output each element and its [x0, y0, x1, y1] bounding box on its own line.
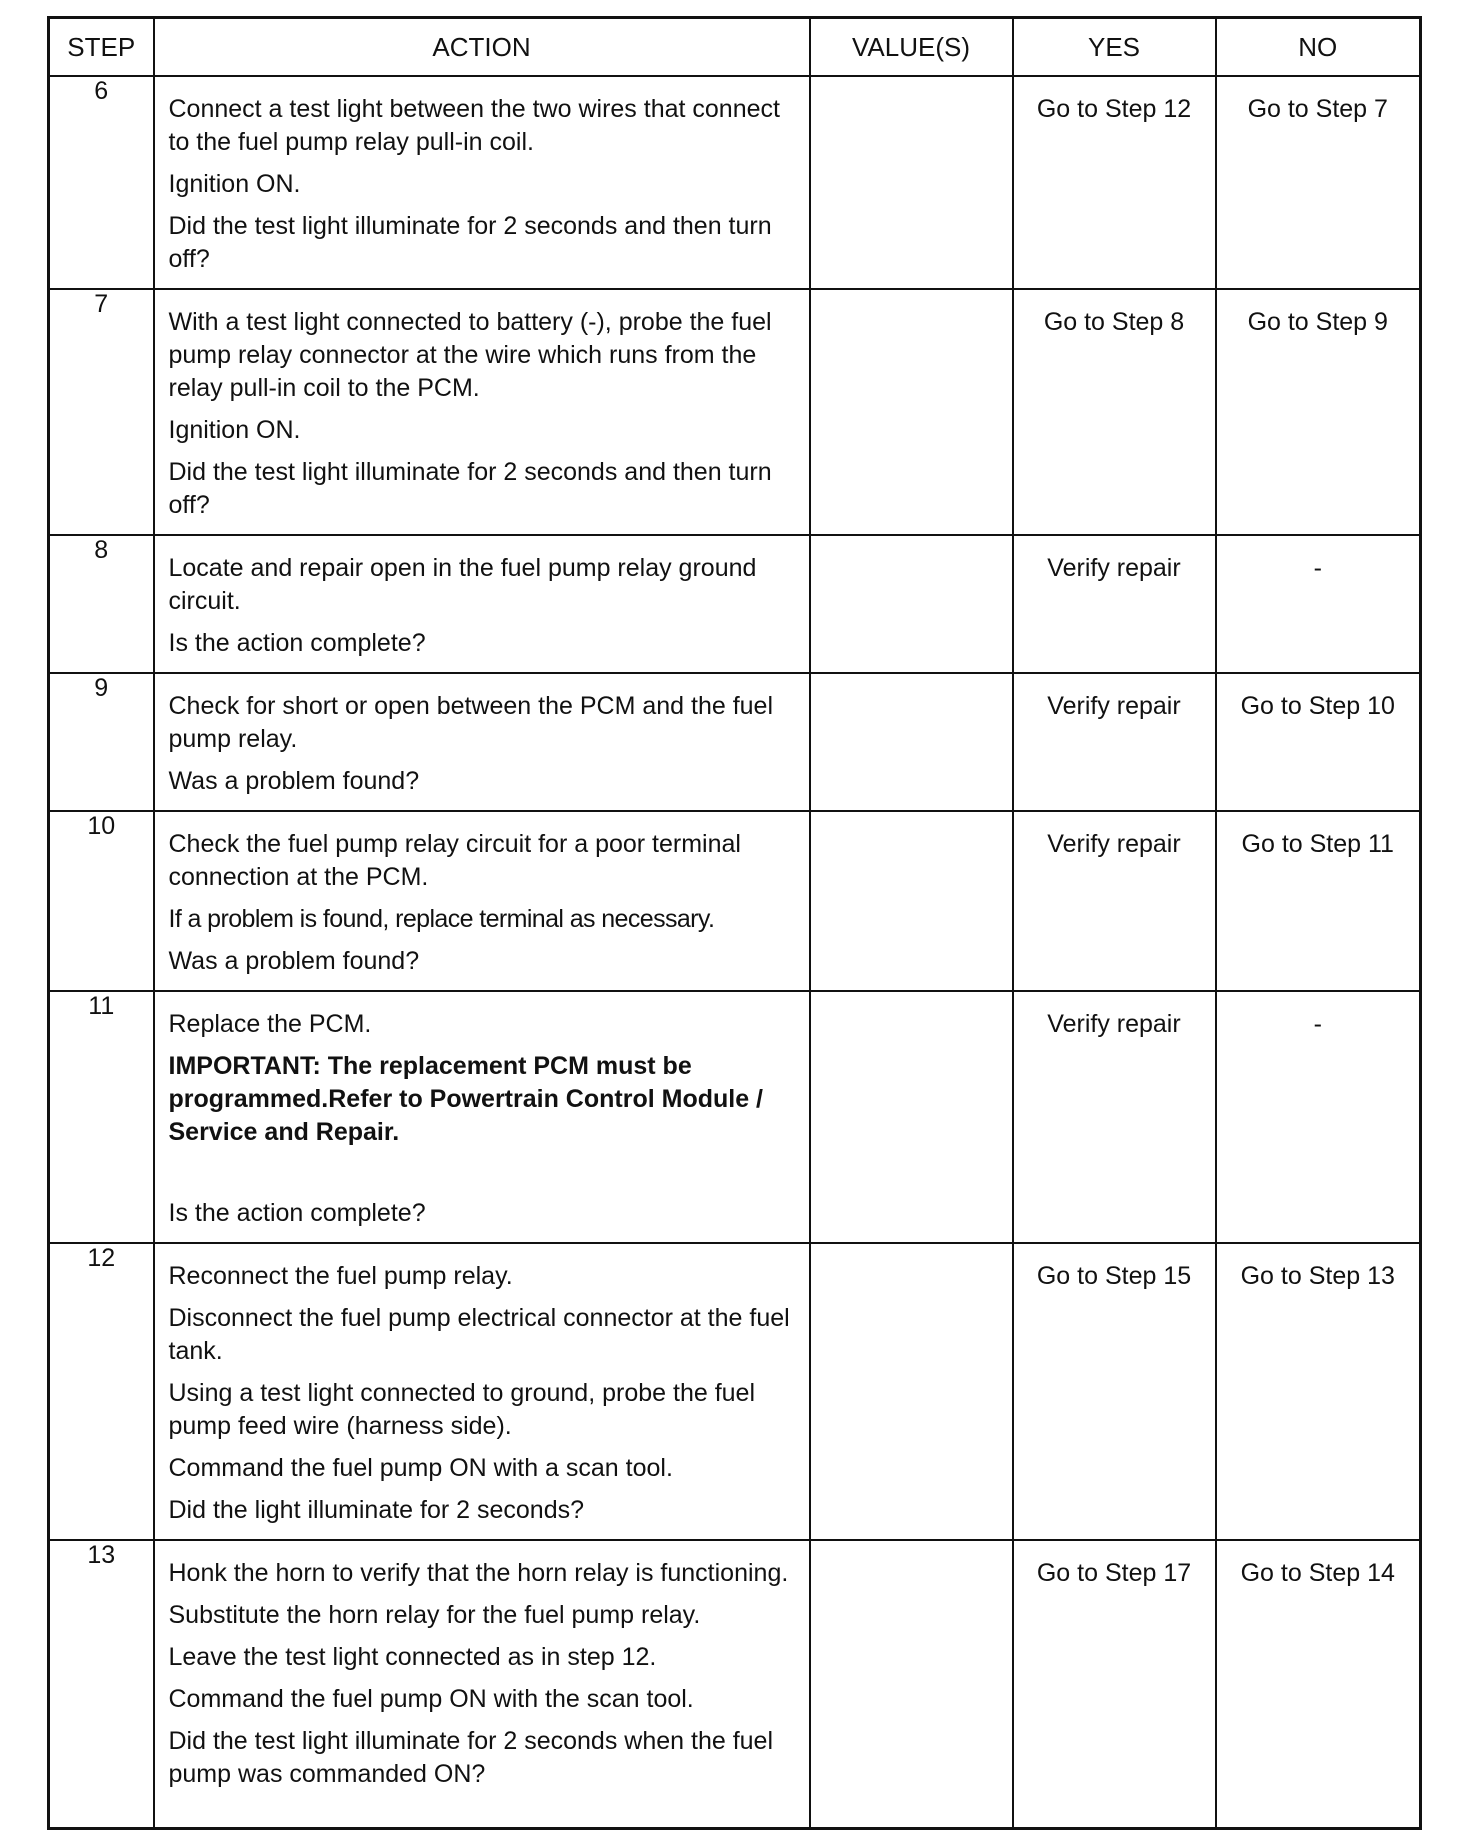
action-line: Did the light illuminate for 2 seconds? — [168, 1496, 585, 1524]
action-line: Using a test light connected to ground, probe the fuel pump feed wire (harness side). — [168, 1379, 755, 1440]
table-row-step-8 — [49, 535, 1421, 673]
action-line: Was a problem found? — [168, 767, 420, 795]
step-number: 9 — [49, 673, 154, 811]
action-line: Is the action complete? — [168, 629, 426, 657]
action-line: Command the fuel pump ON with a scan tool. — [168, 1454, 673, 1482]
diagnostic-table-sheet — [47, 16, 1419, 1830]
step-number: 12 — [49, 1243, 154, 1540]
yes-cell: Verify repair — [1013, 673, 1216, 811]
action-cell — [154, 673, 810, 811]
yes-cell: Go to Step 17 — [1013, 1540, 1216, 1828]
action-line: Locate and repair open in the fuel pump relay ground circuit. — [168, 554, 757, 615]
header-row — [49, 18, 1421, 77]
value-cell — [810, 289, 1013, 535]
action-line: Did the test light illuminate for 2 seconds and then turn off? — [168, 458, 772, 519]
table-row-step-10 — [49, 811, 1421, 991]
value-cell — [810, 673, 1013, 811]
action-line: Command the fuel pump ON with the scan tool. — [168, 1685, 694, 1713]
action-line: Replace the PCM. — [168, 1010, 372, 1038]
action-line: Check for short or open between the PCM and the fuel pump relay. — [168, 692, 774, 753]
header-values: VALUE(S) — [810, 18, 1013, 77]
action-cell — [154, 1540, 810, 1828]
action-line: Is the action complete? — [168, 1199, 426, 1227]
action-cell — [154, 289, 810, 535]
step-number: 13 — [49, 1540, 154, 1828]
no-cell: Go to Step 10 — [1216, 673, 1421, 811]
header-yes: YES — [1013, 18, 1216, 77]
action-cell — [154, 811, 810, 991]
yes-cell: Go to Step 8 — [1013, 289, 1216, 535]
action-cell — [154, 991, 810, 1243]
action-line: Did the test light illuminate for 2 seconds when the fuel pump was commanded ON? — [168, 1727, 774, 1788]
header-step: STEP — [49, 18, 154, 77]
step-number: 7 — [49, 289, 154, 535]
no-cell: - — [1216, 991, 1421, 1243]
action-line: Reconnect the fuel pump relay. — [168, 1262, 513, 1290]
action-line: Check the fuel pump relay circuit for a poor terminal connection at the PCM. — [168, 830, 741, 891]
action-line: Was a problem found? — [168, 947, 420, 975]
action-line: Disconnect the fuel pump electrical connector at the fuel tank. — [168, 1304, 790, 1365]
no-cell: Go to Step 14 — [1216, 1540, 1421, 1828]
no-cell: Go to Step 13 — [1216, 1243, 1421, 1540]
value-cell — [810, 991, 1013, 1243]
table-row-step-11 — [49, 991, 1421, 1243]
action-line: Ignition ON. — [168, 170, 301, 198]
header-action: ACTION — [154, 18, 810, 77]
action-line: With a test light connected to battery (-), probe the fuel pump relay connector at the wire which runs from the relay pull-in coil to the PCM. — [168, 308, 772, 402]
action-line: Did the test light illuminate for 2 seconds and then turn off? — [168, 212, 772, 273]
yes-cell: Verify repair — [1013, 535, 1216, 673]
value-cell — [810, 1243, 1013, 1540]
action-line: Substitute the horn relay for the fuel pump relay. — [168, 1601, 701, 1629]
action-cell — [154, 1243, 810, 1540]
action-line: If a problem is found, replace terminal as necessary. — [168, 905, 715, 933]
action-line: Leave the test light connected as in step 12. — [168, 1643, 657, 1671]
step-number: 8 — [49, 535, 154, 673]
value-cell — [810, 1540, 1013, 1828]
yes-cell: Go to Step 15 — [1013, 1243, 1216, 1540]
no-cell: Go to Step 7 — [1216, 76, 1421, 289]
no-cell: - — [1216, 535, 1421, 673]
table-row-step-9 — [49, 673, 1421, 811]
action-line: Honk the horn to verify that the horn relay is functioning. — [168, 1559, 789, 1587]
no-cell: Go to Step 11 — [1216, 811, 1421, 991]
table-row-step-6 — [49, 76, 1421, 289]
action-cell — [154, 76, 810, 289]
value-cell — [810, 76, 1013, 289]
yes-cell: Verify repair — [1013, 811, 1216, 991]
table-row-step-12 — [49, 1243, 1421, 1540]
yes-cell: Go to Step 12 — [1013, 76, 1216, 289]
no-cell: Go to Step 9 — [1216, 289, 1421, 535]
step-number: 11 — [49, 991, 154, 1243]
diagnostic-table — [47, 16, 1422, 1830]
value-cell — [810, 535, 1013, 673]
step-number: 10 — [49, 811, 154, 991]
action-line: Connect a test light between the two wires that connect to the fuel pump relay pull-in coil. — [168, 95, 780, 156]
value-cell — [810, 811, 1013, 991]
action-line: Ignition ON. — [168, 416, 301, 444]
yes-cell: Verify repair — [1013, 991, 1216, 1243]
action-cell — [154, 535, 810, 673]
table-row-step-7 — [49, 289, 1421, 535]
step-number: 6 — [49, 76, 154, 289]
table-row-step-13 — [49, 1540, 1421, 1828]
important-note: IMPORTANT: The replacement PCM must be programmed.Refer to Powertrain Control Module / Service and Repair. — [168, 1052, 763, 1146]
header-no: NO — [1216, 18, 1421, 77]
